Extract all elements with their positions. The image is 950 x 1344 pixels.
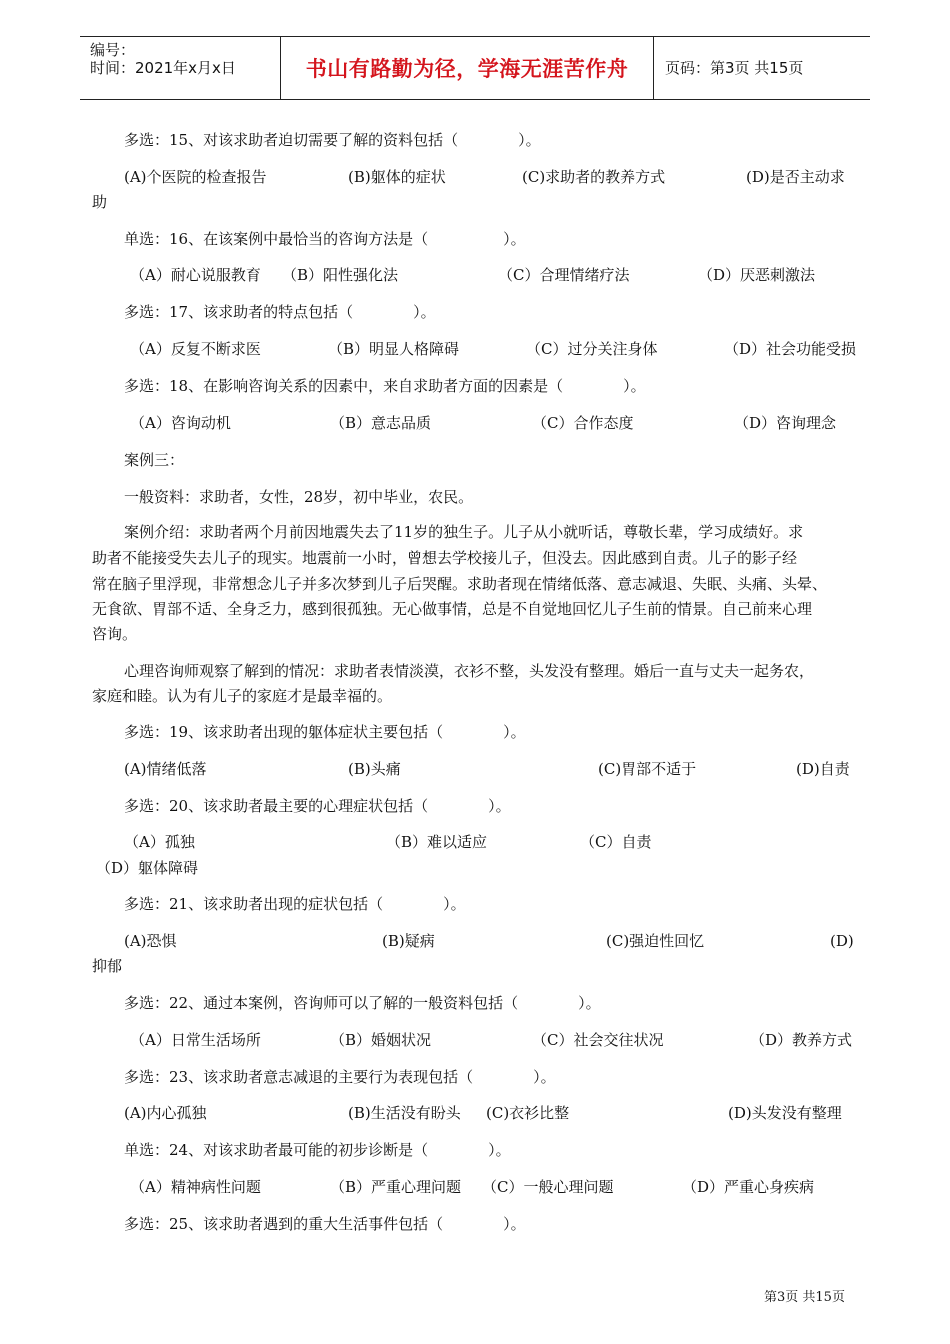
page-header <box>80 36 870 100</box>
case-intro-line: 咨询。 <box>92 625 138 643</box>
question-stem: 多选：20、该求助者最主要的心理症状包括（ ）。 <box>124 797 511 815</box>
option-c: （C）自责 <box>580 833 652 851</box>
option-d: （D）躯体障碍 <box>96 859 199 877</box>
option-c: （C）合理情绪疗法 <box>498 266 630 284</box>
case-intro-line: 案例介绍：求助者两个月前因地震失去了11岁的独生子。儿子从小就听话，尊敬长辈，学习成绩好。求 <box>124 523 804 541</box>
option-c: (C)衣衫比整 <box>486 1104 570 1122</box>
question-stem: 多选：25、该求助者遇到的重大生活事件包括（ ）。 <box>124 1215 526 1233</box>
header-motto-cell <box>280 37 654 99</box>
document-number-label: 编号： <box>90 41 136 59</box>
header-meta <box>80 37 280 99</box>
option-c: (C)强迫性回忆 <box>606 932 705 950</box>
option-b: （B）婚姻状况 <box>330 1031 432 1049</box>
question-stem: 单选：24、对该求助者最可能的初步诊断是（ ）。 <box>124 1141 511 1159</box>
case-general-info: 一般资料：求助者，女性，28岁，初中毕业，农民。 <box>124 488 474 506</box>
question-stem: 多选：17、该求助者的特点包括（ ）。 <box>124 303 436 321</box>
option-c: （C）合作态度 <box>532 414 634 432</box>
question-stem: 多选：18、在影响咨询关系的因素中，来自求助者方面的因素是（ ）。 <box>124 377 646 395</box>
option-a: （A）孤独 <box>124 833 195 851</box>
option-b: （B）难以适应 <box>386 833 488 851</box>
header-motto: 书山有路勤为径，学海无涯苦作舟 <box>305 57 629 81</box>
option-d: （D）教养方式 <box>750 1031 853 1049</box>
option-wrap-text: 助 <box>92 193 108 211</box>
option-a: （A）耐心说服教育 <box>130 266 261 284</box>
option-a: （A）日常生活场所 <box>130 1031 261 1049</box>
option-a: （A）反复不断求医 <box>130 340 261 358</box>
option-d: (D) <box>830 932 854 950</box>
page-footer-number: 第3页 共15页 <box>764 1290 845 1305</box>
option-a: （A）咨询动机 <box>130 414 231 432</box>
case-observation-line: 心理咨询师观察了解到的情况：求助者表情淡漠，衣衫不整，头发没有整理。婚后一直与丈夫一起务农， <box>124 662 815 680</box>
option-b: （B）严重心理问题 <box>330 1178 462 1196</box>
case-intro-line: 常在脑子里浮现，非常想念儿子并多次梦到儿子后哭醒。求助者现在情绪低落、意志减退、失眠、头痛、头晕、 <box>92 575 828 593</box>
option-wrap-text: 抑郁 <box>92 957 123 975</box>
header-page-cell <box>653 37 870 99</box>
question-stem: 多选：23、该求助者意志减退的主要行为表现包括（ ）。 <box>124 1068 556 1086</box>
question-stem: 单选：16、在该案例中最恰当的咨询方法是（ ）。 <box>124 230 526 248</box>
option-b: （B）意志品质 <box>330 414 432 432</box>
document-date-label: 时间：2021年x月x日 <box>90 59 236 77</box>
option-c: （C）社会交往状况 <box>532 1031 664 1049</box>
option-c: (C)求助者的教养方式 <box>522 168 666 186</box>
option-b: (B)头痛 <box>348 760 401 778</box>
option-b: （B）明显人格障碍 <box>328 340 460 358</box>
case-observation-line: 家庭和睦。认为有儿子的家庭才是最幸福的。 <box>92 687 393 705</box>
option-d: （D）社会功能受损 <box>724 340 857 358</box>
case-intro-line: 无食欲、胃部不适、全身乏力，感到很孤独。无心做事情，总是不自觉地回忆儿子生前的情景。自己前来心理 <box>92 600 813 618</box>
option-d: (D)头发没有整理 <box>728 1104 842 1122</box>
option-d: (D)是否主动求 <box>746 168 845 186</box>
question-stem: 多选：22、通过本案例，咨询师可以了解的一般资料包括（ ）。 <box>124 994 601 1012</box>
option-b: (B)生活没有盼头 <box>348 1104 461 1122</box>
question-stem: 多选：19、该求助者出现的躯体症状主要包括（ ）。 <box>124 723 526 741</box>
option-c: (C)胃部不适于 <box>598 760 697 778</box>
option-b: （B）阳性强化法 <box>282 266 399 284</box>
option-d: （D）严重心身疾病 <box>682 1178 815 1196</box>
case-title: 案例三： <box>124 451 185 469</box>
question-stem: 多选：15、对该求助者迫切需要了解的资料包括（ ）。 <box>124 131 541 149</box>
case-intro-line: 助者不能接受失去儿子的现实。地震前一小时，曾想去学校接儿子，但没去。因此感到自责。儿子的影子经 <box>92 549 798 567</box>
option-a: (A)个医院的检查报告 <box>124 168 267 186</box>
option-b: (B)躯体的症状 <box>348 168 446 186</box>
option-c: （C）一般心理问题 <box>482 1178 614 1196</box>
option-b: (B)疑病 <box>382 932 435 950</box>
question-stem: 多选：21、该求助者出现的症状包括（ ）。 <box>124 895 466 913</box>
option-a: (A)内心孤独 <box>124 1104 207 1122</box>
option-d: (D)自责 <box>796 760 850 778</box>
option-c: （C）过分关注身体 <box>526 340 658 358</box>
header-page-label: 页码：第3页 共15页 <box>665 59 804 77</box>
option-a: (A)恐惧 <box>124 932 177 950</box>
option-a: (A)情绪低落 <box>124 760 207 778</box>
option-a: （A）精神病性问题 <box>130 1178 261 1196</box>
option-d: （D）咨询理念 <box>734 414 837 432</box>
option-d: （D）厌恶刺激法 <box>698 266 816 284</box>
